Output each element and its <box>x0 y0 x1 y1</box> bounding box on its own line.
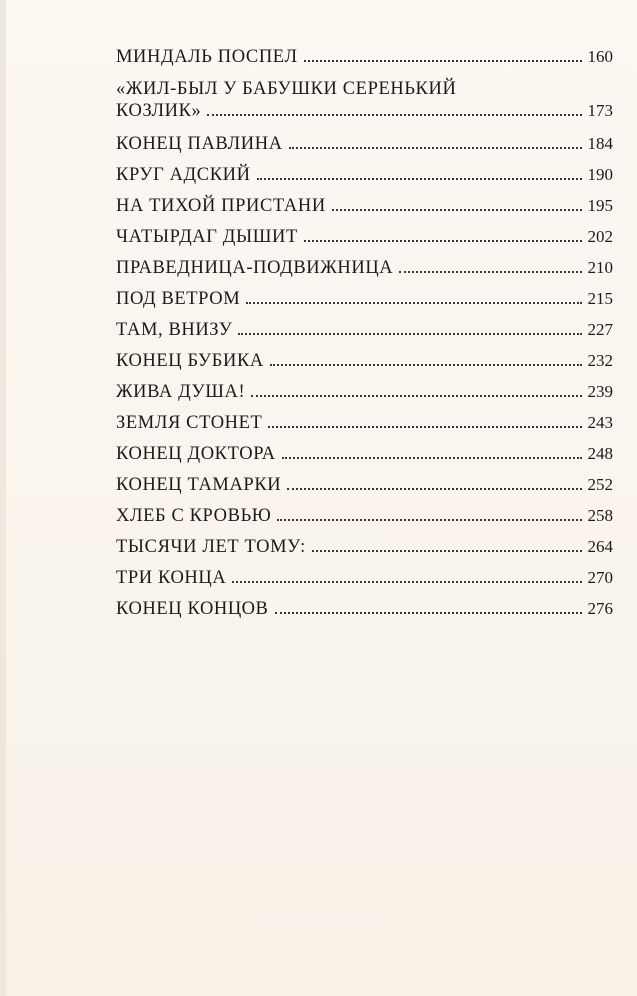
toc-entry-page: 210 <box>587 258 613 277</box>
toc-entry-title: ЗЕМЛЯ СТОНЕТ <box>116 413 263 433</box>
dot-leader <box>304 240 582 242</box>
dot-leader <box>251 395 581 397</box>
toc-entry-page: 173 <box>587 101 613 120</box>
toc-entry-page: 276 <box>587 599 613 618</box>
toc-entry-title: ПРАВЕДНИЦА-ПОДВИЖНИЦА <box>116 258 394 278</box>
dot-leader <box>332 209 582 211</box>
toc-entry-title: ТАМ, ВНИЗУ <box>116 320 233 340</box>
toc-entry-title: КРУГ АДСКИЙ <box>116 165 251 185</box>
toc-entry-title: НА ТИХОЙ ПРИСТАНИ <box>116 196 326 216</box>
table-of-contents <box>116 46 613 620</box>
toc-entry-page: 232 <box>587 351 613 370</box>
dot-leader <box>268 426 581 428</box>
toc-entry[interactable] <box>116 257 613 279</box>
dot-leader <box>275 612 582 614</box>
toc-entry[interactable] <box>116 536 613 558</box>
toc-entry[interactable] <box>116 443 613 465</box>
dot-leader <box>238 333 581 335</box>
dot-leader <box>312 550 582 552</box>
toc-entry[interactable] <box>116 319 613 341</box>
toc-entry-page: 258 <box>587 506 613 525</box>
toc-entry-page: 243 <box>587 413 613 432</box>
dot-leader <box>287 488 581 490</box>
toc-entry-page: 190 <box>587 165 613 184</box>
toc-entry-page: 270 <box>587 568 613 587</box>
dot-leader <box>232 581 581 583</box>
toc-entry-title: КОНЕЦ ТАМАРКИ <box>116 475 282 495</box>
dot-leader <box>270 364 582 366</box>
dot-leader <box>257 178 582 180</box>
toc-entry[interactable] <box>116 505 613 527</box>
toc-entry-page: 248 <box>587 444 613 463</box>
toc-entry[interactable] <box>116 78 613 122</box>
toc-entry-page: 227 <box>587 320 613 339</box>
dot-leader <box>289 147 582 149</box>
toc-entry-page: 215 <box>587 289 613 308</box>
toc-entry-page: 160 <box>587 47 613 66</box>
toc-entry-title: ЧАТЫРДАГ ДЫШИТ <box>116 227 298 247</box>
toc-entry-page: 252 <box>587 475 613 494</box>
toc-entry-title: ТРИ КОНЦА <box>116 568 227 588</box>
dot-leader <box>207 114 581 116</box>
dot-leader <box>304 60 582 62</box>
dot-leader <box>277 519 581 521</box>
toc-entry-page: 184 <box>587 134 613 153</box>
toc-entry-page: 264 <box>587 537 613 556</box>
toc-entry[interactable] <box>116 164 613 186</box>
toc-entry-title: ЖИВА ДУША! <box>116 382 246 402</box>
toc-entry-page: 202 <box>587 227 613 246</box>
toc-entry[interactable] <box>116 567 613 589</box>
toc-entry-page: 195 <box>587 196 613 215</box>
toc-entry-title: МИНДАЛЬ ПОСПЕЛ <box>116 47 298 67</box>
page-edge-shade <box>0 0 6 996</box>
toc-entry[interactable] <box>116 350 613 372</box>
dot-leader <box>282 457 582 459</box>
toc-entry[interactable] <box>116 381 613 403</box>
dot-leader <box>246 302 581 304</box>
dot-leader <box>399 271 581 273</box>
toc-entry[interactable] <box>116 46 613 68</box>
toc-entry[interactable] <box>116 412 613 434</box>
toc-entry-title-continued: КОЗЛИК» <box>116 101 202 121</box>
toc-entry[interactable] <box>116 133 613 155</box>
toc-entry-title: ТЫСЯЧИ ЛЕТ ТОМУ: <box>116 537 306 557</box>
toc-entry-title: ПОД ВЕТРОМ <box>116 289 241 309</box>
toc-entry-title: КОНЕЦ ДОКТОРА <box>116 444 276 464</box>
toc-entry-title: КОНЕЦ КОНЦОВ <box>116 599 269 619</box>
toc-entry-title: КОНЕЦ БУБИКА <box>116 351 264 371</box>
toc-entry[interactable] <box>116 474 613 496</box>
toc-entry[interactable] <box>116 598 613 620</box>
toc-entry[interactable] <box>116 288 613 310</box>
toc-entry[interactable] <box>116 226 613 248</box>
toc-entry-title: «ЖИЛ-БЫЛ У БАБУШКИ СЕРЕНЬКИЙ <box>116 79 457 99</box>
toc-entry-page: 239 <box>587 382 613 401</box>
toc-entry[interactable] <box>116 195 613 217</box>
toc-entry-title: КОНЕЦ ПАВЛИНА <box>116 134 283 154</box>
toc-entry-title: ХЛЕБ С КРОВЬЮ <box>116 506 272 526</box>
